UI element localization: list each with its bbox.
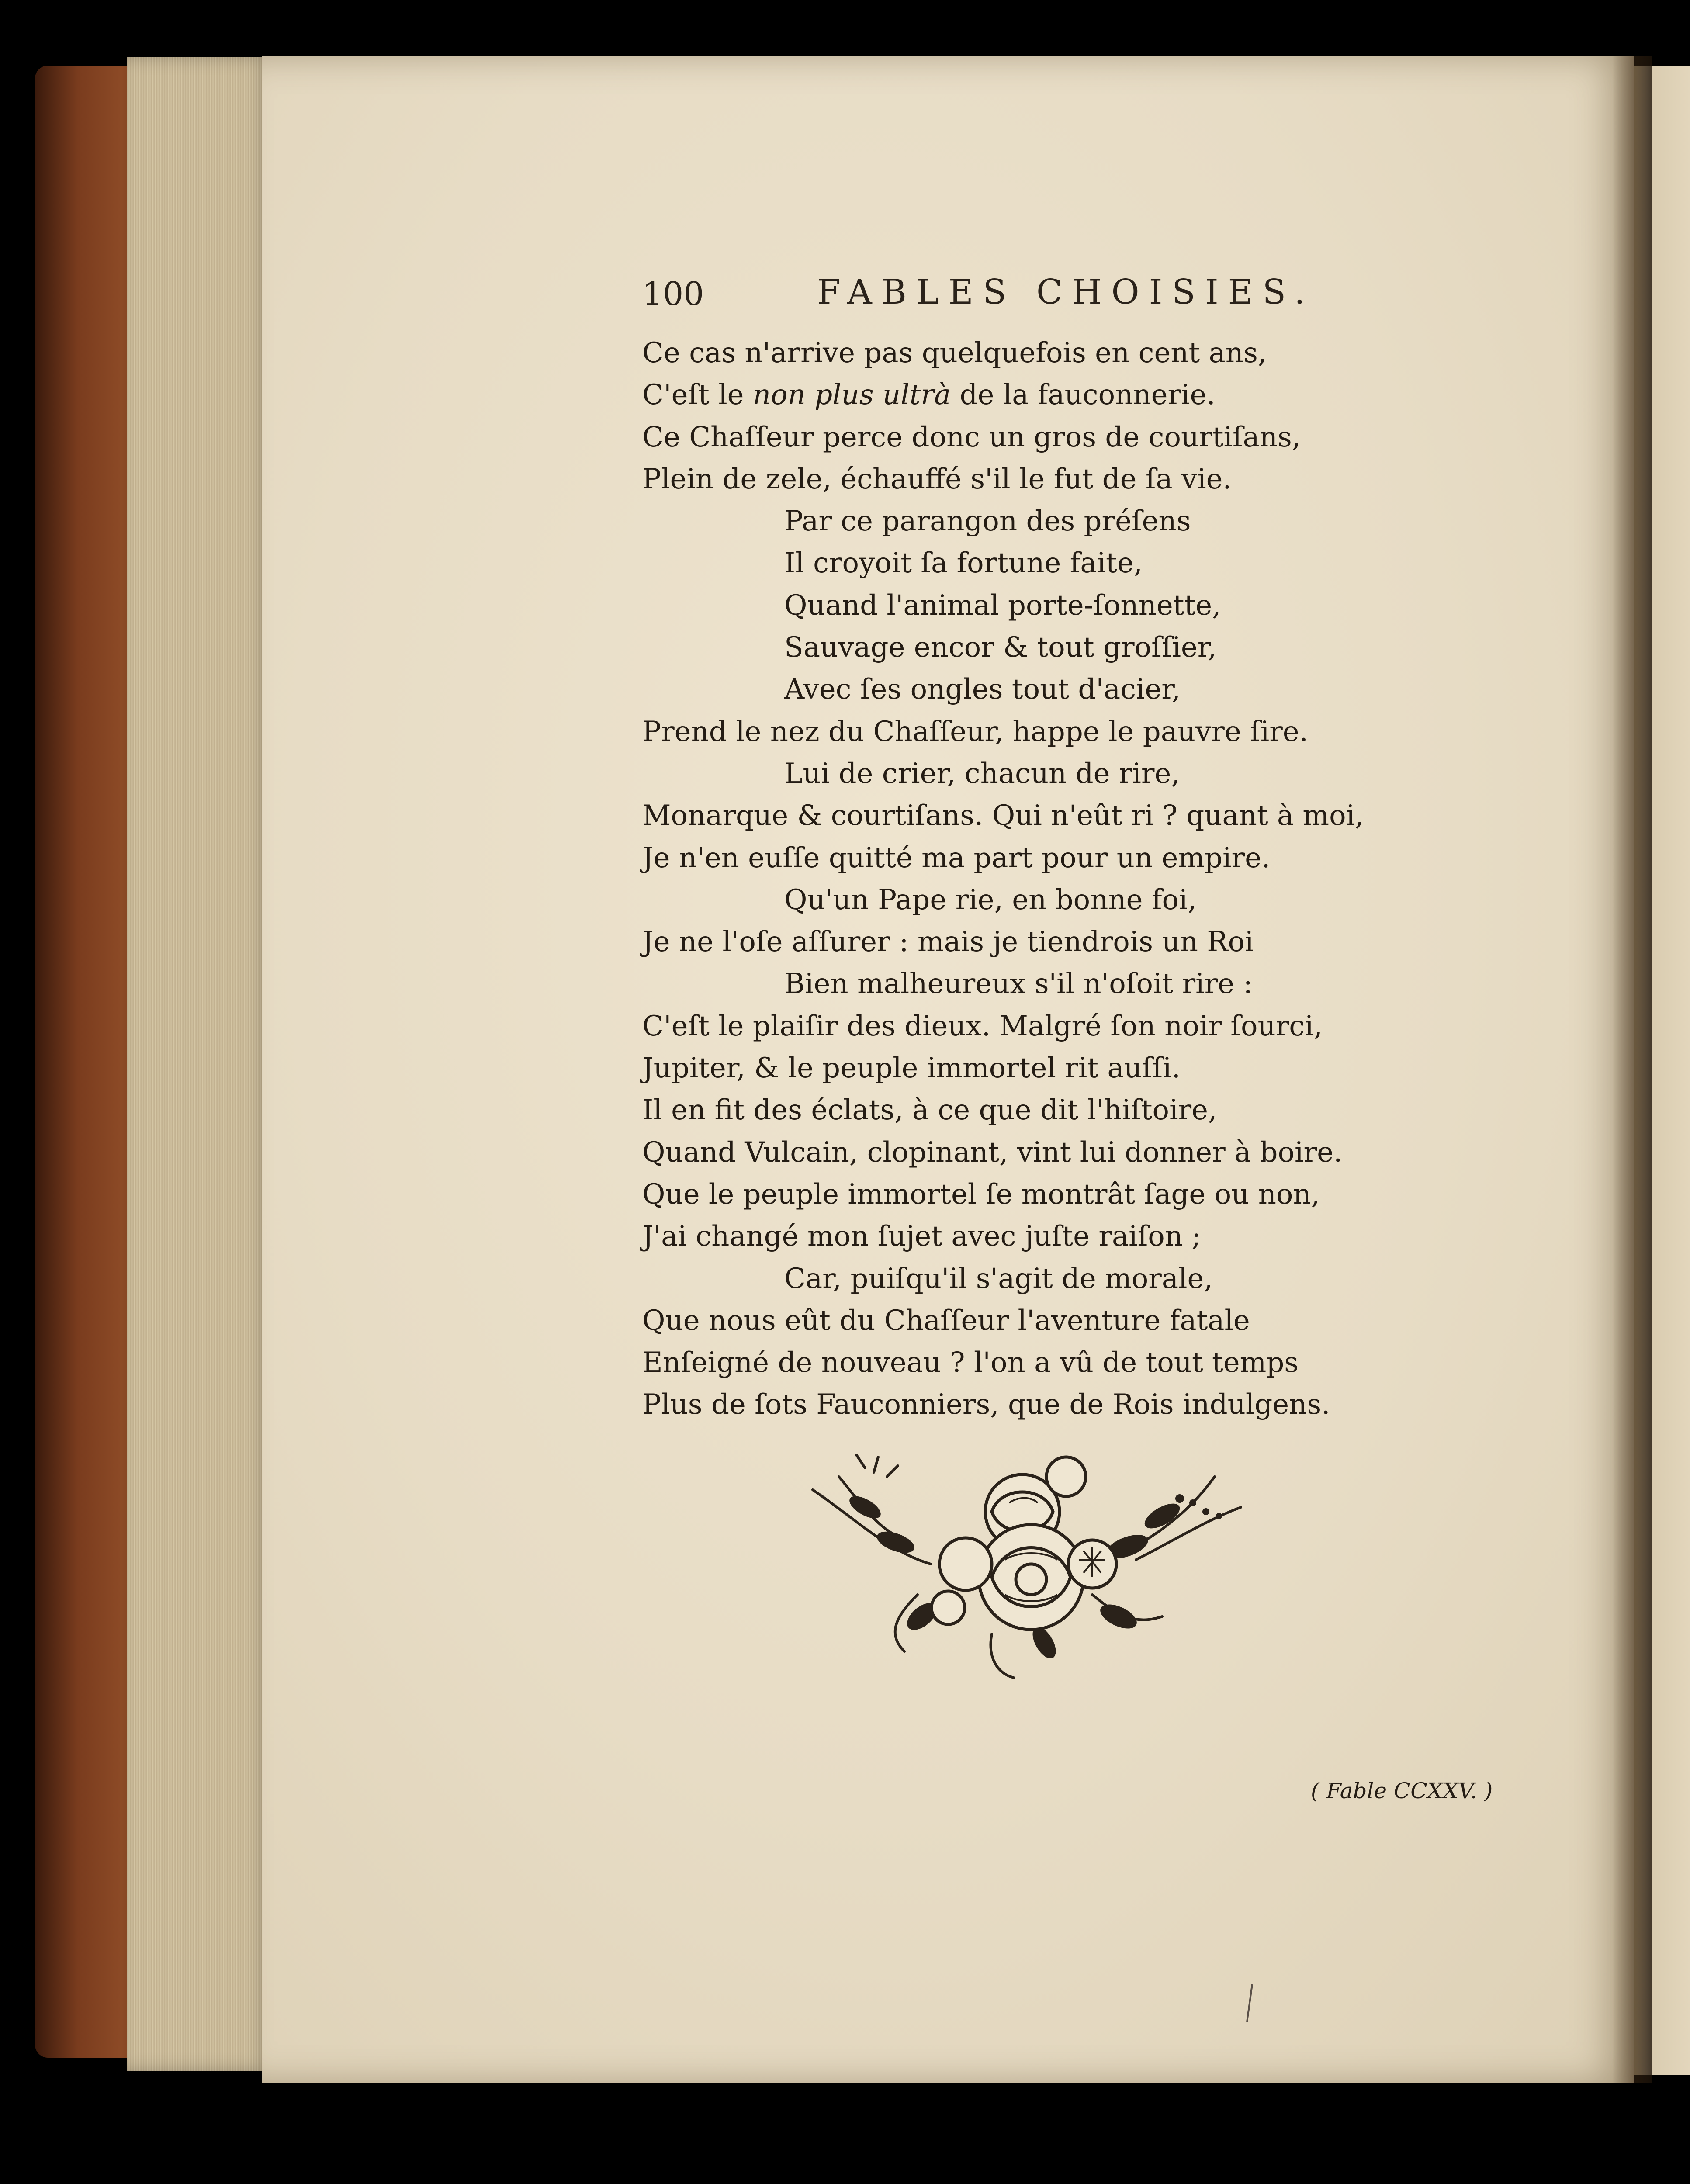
page-gutter-shadow [1612, 56, 1652, 2083]
verse-line: Il croyoit ſa fortune faite, [784, 547, 1143, 580]
verse-line: Qu'un Pape rie, en bonne foi, [784, 883, 1197, 916]
poem-text [642, 332, 1385, 1426]
verse-line: Ce cas n'arrive pas quelquefois en cent ans, [642, 337, 1267, 369]
verse-line: Plein de zele, échauffé s'il le fut de ſa vie. [642, 463, 1232, 495]
verse-line: Bien malheureux s'il n'oſoit rire : [784, 968, 1253, 1000]
verse-line: Lui de crier, chacun de rire, [784, 757, 1180, 790]
verse-line: Par ce parangon des préſens [784, 505, 1191, 538]
verse-line: Plus de ſots Fauconniers, que de Rois indulgens. [642, 1388, 1330, 1421]
verse-line: J'ai changé mon ſujet avec juſte raiſon ; [642, 1220, 1201, 1253]
verse-line: Monarque & courtiſans. Qui n'eût ri ? quant à moi, [642, 800, 1364, 832]
verse-line: Quand l'animal porte-ſonnette, [784, 589, 1221, 622]
page-header [642, 275, 1341, 319]
verse-line: Avec ſes ongles tout d'acier, [784, 673, 1181, 706]
verse-line [642, 374, 1385, 416]
verse-line: Quand Vulcain, clopinant, vint lui donner à boire. [642, 1136, 1343, 1169]
verse-text: de la fauconnerie. [951, 379, 1216, 412]
verse-line: Que nous eût du Chaſſeur l'aventure fatale [642, 1304, 1250, 1337]
running-title: FABLES CHOISIES. [817, 273, 1315, 312]
verse-line: Prend le nez du Chaſſeur, happe le pauvre ſire. [642, 715, 1308, 748]
floral-bouquet-icon [786, 1450, 1250, 1686]
verse-italic-text: non plus ultrà [752, 379, 951, 412]
verse-text: C'eſt le [642, 379, 753, 412]
verse-line: Je ne l'oſe aſſurer : mais je tiendrois un Roi [642, 926, 1254, 959]
verse-line: Car, puiſqu'il s'agit de morale, [784, 1262, 1213, 1295]
verse-line: Enſeigné de nouveau ? l'on a vû de tout temps [642, 1346, 1299, 1379]
verse-line: Je n'en euſſe quitté ma part pour un empire. [642, 841, 1271, 874]
verse-line: Jupiter, & le peuple immortel rit auſſi. [642, 1052, 1181, 1085]
verse-line: C'eſt le plaiſir des dieux. Malgré ſon noir ſourci, [642, 1010, 1323, 1042]
verse-line: Il en fit des éclats, à ce que dit l'hiſtoire, [642, 1094, 1217, 1127]
verse-line: Ce Chaſſeur perce donc un gros de courtiſans, [642, 421, 1301, 453]
verse-line: Que le peuple immortel ſe montrât ſage ou non, [642, 1178, 1320, 1211]
page-edges [127, 57, 271, 2071]
verse-line: Sauvage encor & tout groſſier, [784, 631, 1217, 664]
pencil-mark [1245, 1983, 1254, 2023]
page-number: 100 [642, 275, 704, 313]
catchword: ( Fable CCXXV. ) [1311, 1778, 1493, 1803]
